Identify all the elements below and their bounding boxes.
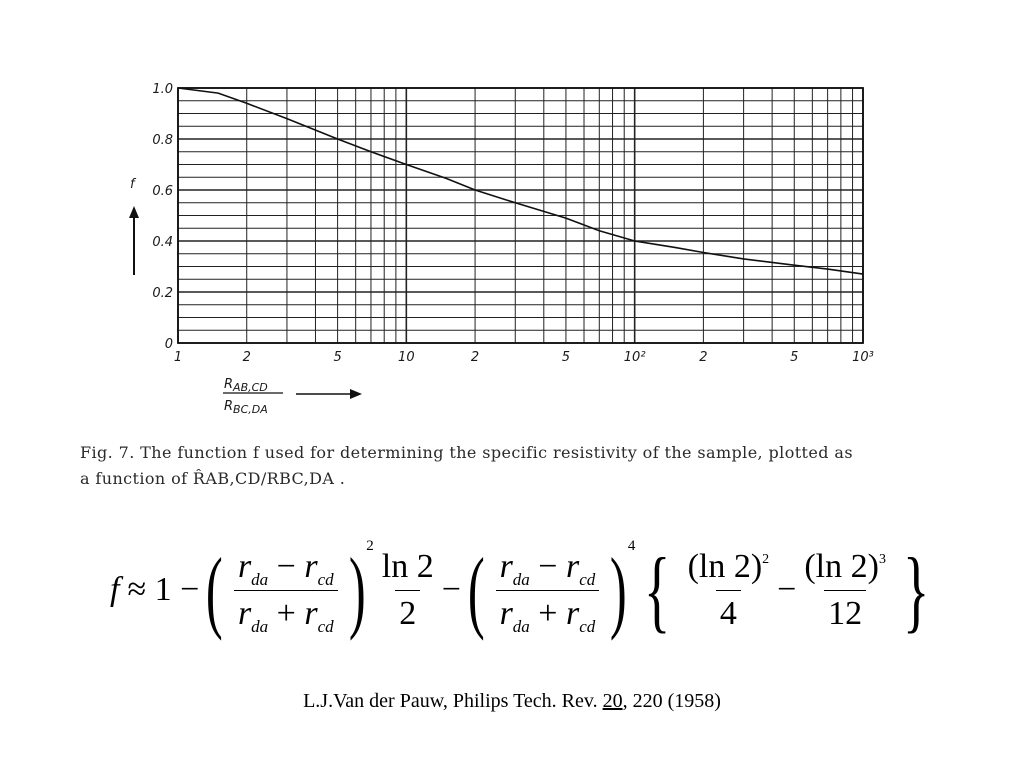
formula-f: f xyxy=(110,571,120,608)
x-tick-label: 2 xyxy=(470,350,480,365)
formula-ln2-cubed-over-12: $\frac{(\ln 2)^3}{12}$ xyxy=(804,547,886,632)
formula-minus: − xyxy=(441,571,461,608)
caption-line-2: a function of R̂AB,CD/RBC,DA . xyxy=(80,469,346,488)
formula-rparen-2: ) xyxy=(610,539,628,641)
y-tick-label: 1.0 xyxy=(152,82,173,97)
svg-text:RBC,DA: $R_{BC,DA}$ xyxy=(224,399,268,416)
formula-approx-one: ≈ 1 − xyxy=(127,571,200,608)
figure-caption xyxy=(80,440,980,492)
x-tick-label: 10 xyxy=(398,350,415,365)
x-axis-arrow xyxy=(296,389,362,399)
y-tick-labels xyxy=(152,82,173,352)
y-axis-label: f xyxy=(130,177,135,192)
x-tick-label: 5 xyxy=(790,350,799,365)
formula-exponent-4: 4 xyxy=(627,537,636,554)
x-tick-label: 10² xyxy=(623,350,646,365)
formula-rbrace: } xyxy=(902,539,930,641)
x-tick-label: 10³ xyxy=(852,350,874,365)
series-line-f xyxy=(178,88,863,274)
formula-lparen-1: ( xyxy=(206,539,224,641)
svg-text:RAB,CD: $R_{AB,CD}$ xyxy=(224,377,268,394)
chart-grid xyxy=(178,88,863,343)
formula-ln2-squared-over-4: $\frac{(\ln 2)^2}{4}$ xyxy=(687,547,770,632)
y-tick-label: 0.2 xyxy=(152,286,173,301)
x-tick-labels xyxy=(174,350,874,365)
x-tick-label: 1 xyxy=(173,350,183,365)
formula-fraction-2: $\frac{r_{da} - r_{cd}}{r_{da} + r_{cd}}$ xyxy=(496,548,600,633)
x-tick-label: 2 xyxy=(242,350,251,365)
formula-fraction-1: $\frac{r_{da} - r_{cd}}{r_{da} + r_{cd}}$ xyxy=(234,548,338,633)
y-tick-label: 0.8 xyxy=(152,133,173,148)
y-tick-label: 0.6 xyxy=(152,184,173,199)
x-tick-label: 5 xyxy=(561,350,571,365)
reference-volume: 20 xyxy=(602,690,623,712)
reference-authors: L.J.Van der Pauw, Philips Tech. Rev. xyxy=(303,690,598,712)
formula-ln2-over-2: $\frac{\ln 2}{2}$ xyxy=(381,547,434,632)
formula-exponent-2: 2 xyxy=(366,537,374,554)
formula-minus-2: − xyxy=(777,571,797,608)
van-der-pauw-formula xyxy=(110,530,938,650)
y-tick-label: 0.4 xyxy=(152,235,173,250)
reference-citation xyxy=(0,690,1024,713)
x-tick-label: 2 xyxy=(699,350,708,365)
formula-rparen-1: ) xyxy=(348,539,366,641)
y-axis-arrow xyxy=(129,206,139,275)
reference-rest: , 220 (1958) xyxy=(622,690,721,712)
caption-line-1: Fig. 7. The function f used for determining the specific resistivity of the sample, plotted as xyxy=(80,443,853,462)
x-tick-label: 5 xyxy=(333,350,342,365)
formula-lparen-2: ( xyxy=(467,539,485,641)
x-axis-label xyxy=(223,377,283,416)
formula-lbrace: { xyxy=(644,539,671,641)
y-tick-label: 0 xyxy=(164,337,173,352)
